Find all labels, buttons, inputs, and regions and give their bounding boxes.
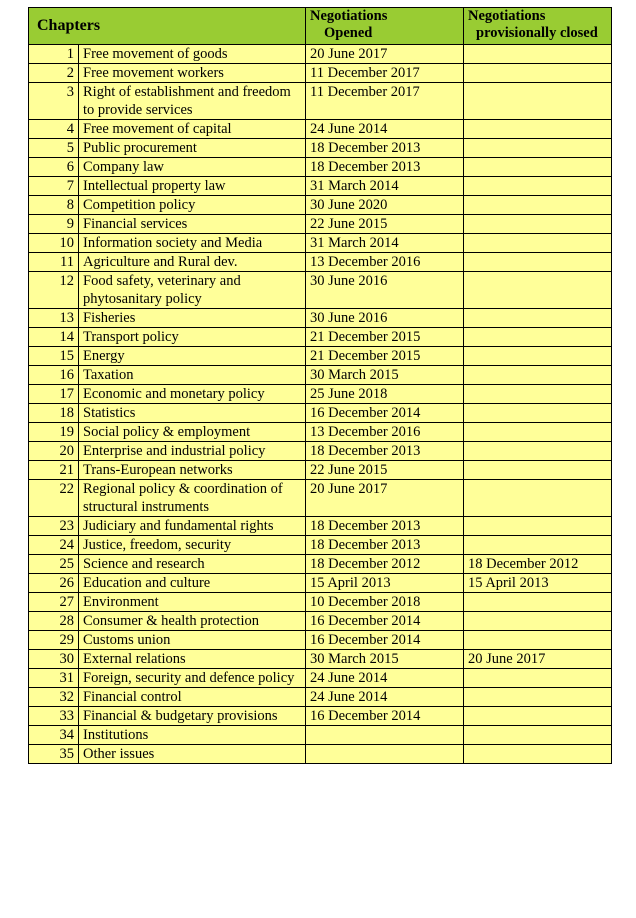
header-closed-line2: provisionally closed (476, 25, 598, 41)
table-row (29, 45, 612, 64)
table-row (29, 64, 612, 83)
table-row (29, 631, 612, 650)
table-row (29, 404, 612, 423)
chapter-name: Economic and monetary policy (79, 385, 306, 404)
opened-date: 10 December 2018 (306, 593, 464, 612)
chapter-name: Judiciary and fundamental rights (79, 517, 306, 536)
opened-date: 18 December 2013 (306, 536, 464, 555)
closed-date (464, 272, 612, 309)
chapter-number: 12 (29, 272, 79, 309)
chapter-number: 27 (29, 593, 79, 612)
closed-date (464, 64, 612, 83)
chapter-name: Financial & budgetary provisions (79, 707, 306, 726)
table-row (29, 517, 612, 536)
chapter-name: Consumer & health protection (79, 612, 306, 631)
chapter-name: Foreign, security and defence policy (79, 669, 306, 688)
opened-date: 13 December 2016 (306, 253, 464, 272)
chapter-number: 32 (29, 688, 79, 707)
chapter-name: External relations (79, 650, 306, 669)
closed-date: 15 April 2013 (464, 574, 612, 593)
closed-date (464, 253, 612, 272)
chapter-number: 3 (29, 83, 79, 120)
header-closed-line1: Negotiations (468, 8, 546, 24)
chapter-number: 15 (29, 347, 79, 366)
closed-date (464, 385, 612, 404)
closed-date (464, 480, 612, 517)
chapter-name: Energy (79, 347, 306, 366)
chapter-name: Intellectual property law (79, 177, 306, 196)
chapter-number: 25 (29, 555, 79, 574)
chapter-name: Fisheries (79, 309, 306, 328)
opened-date: 18 December 2013 (306, 139, 464, 158)
opened-date: 18 December 2013 (306, 442, 464, 461)
chapter-number: 24 (29, 536, 79, 555)
chapter-number: 6 (29, 158, 79, 177)
chapter-name: Company law (79, 158, 306, 177)
chapter-number: 11 (29, 253, 79, 272)
opened-date: 21 December 2015 (306, 328, 464, 347)
table-row (29, 272, 612, 309)
closed-date (464, 612, 612, 631)
chapter-number: 28 (29, 612, 79, 631)
chapter-number: 19 (29, 423, 79, 442)
opened-date: 31 March 2014 (306, 177, 464, 196)
chapter-number: 7 (29, 177, 79, 196)
chapter-number: 8 (29, 196, 79, 215)
chapter-name: Trans-European networks (79, 461, 306, 480)
chapter-number: 26 (29, 574, 79, 593)
closed-date (464, 517, 612, 536)
table-row (29, 158, 612, 177)
header-chapters: Chapters (29, 8, 306, 45)
closed-date (464, 461, 612, 480)
opened-date: 13 December 2016 (306, 423, 464, 442)
chapter-number: 4 (29, 120, 79, 139)
opened-date: 22 June 2015 (306, 215, 464, 234)
opened-date: 30 March 2015 (306, 366, 464, 385)
opened-date: 18 December 2013 (306, 517, 464, 536)
table-row (29, 139, 612, 158)
closed-date: 20 June 2017 (464, 650, 612, 669)
closed-date (464, 234, 612, 253)
table-body (29, 45, 612, 764)
opened-date: 16 December 2014 (306, 707, 464, 726)
chapter-name: Food safety, veterinary and phytosanitary policy (79, 272, 306, 309)
closed-date (464, 366, 612, 385)
table-row (29, 234, 612, 253)
table-row (29, 593, 612, 612)
closed-date (464, 442, 612, 461)
table-header-row (29, 8, 612, 45)
chapter-name: Taxation (79, 366, 306, 385)
chapter-name: Free movement of goods (79, 45, 306, 64)
table-row (29, 536, 612, 555)
chapter-number: 23 (29, 517, 79, 536)
table-row (29, 442, 612, 461)
table-row (29, 555, 612, 574)
table-row (29, 707, 612, 726)
table-row (29, 253, 612, 272)
table-row (29, 196, 612, 215)
chapter-name: Education and culture (79, 574, 306, 593)
chapter-number: 16 (29, 366, 79, 385)
chapter-number: 29 (29, 631, 79, 650)
opened-date: 24 June 2014 (306, 688, 464, 707)
table-row (29, 688, 612, 707)
closed-date (464, 631, 612, 650)
table-row (29, 120, 612, 139)
closed-date (464, 309, 612, 328)
opened-date: 18 December 2012 (306, 555, 464, 574)
closed-date (464, 177, 612, 196)
opened-date: 24 June 2014 (306, 120, 464, 139)
chapter-name: Agriculture and Rural dev. (79, 253, 306, 272)
closed-date (464, 669, 612, 688)
opened-date (306, 726, 464, 745)
closed-date (464, 196, 612, 215)
table-row (29, 612, 612, 631)
chapter-name: Social policy & employment (79, 423, 306, 442)
chapter-number: 13 (29, 309, 79, 328)
table-row (29, 347, 612, 366)
table-row (29, 669, 612, 688)
chapter-name: Environment (79, 593, 306, 612)
chapter-number: 33 (29, 707, 79, 726)
opened-date: 20 June 2017 (306, 480, 464, 517)
opened-date: 21 December 2015 (306, 347, 464, 366)
table-row (29, 328, 612, 347)
closed-date: 18 December 2012 (464, 555, 612, 574)
table-row (29, 177, 612, 196)
table-row (29, 309, 612, 328)
opened-date: 16 December 2014 (306, 404, 464, 423)
opened-date: 25 June 2018 (306, 385, 464, 404)
closed-date (464, 83, 612, 120)
table-row (29, 366, 612, 385)
chapter-name: Free movement of capital (79, 120, 306, 139)
chapter-number: 17 (29, 385, 79, 404)
chapter-number: 5 (29, 139, 79, 158)
opened-date: 30 June 2016 (306, 272, 464, 309)
table-row (29, 726, 612, 745)
closed-date (464, 328, 612, 347)
closed-date (464, 593, 612, 612)
chapter-name: Right of establishment and freedom to provide services (79, 83, 306, 120)
chapter-name: Institutions (79, 726, 306, 745)
opened-date: 11 December 2017 (306, 64, 464, 83)
closed-date (464, 707, 612, 726)
closed-date (464, 423, 612, 442)
chapter-name: Customs union (79, 631, 306, 650)
chapter-name: Regional policy & coordination of structural instruments (79, 480, 306, 517)
table-row (29, 83, 612, 120)
chapter-name: Justice, freedom, security (79, 536, 306, 555)
table-row (29, 385, 612, 404)
closed-date (464, 404, 612, 423)
closed-date (464, 745, 612, 764)
table-row (29, 650, 612, 669)
table-row (29, 461, 612, 480)
closed-date (464, 688, 612, 707)
header-closed (464, 8, 612, 45)
opened-date (306, 745, 464, 764)
opened-date: 15 April 2013 (306, 574, 464, 593)
chapter-number: 35 (29, 745, 79, 764)
closed-date (464, 726, 612, 745)
chapter-number: 20 (29, 442, 79, 461)
table-row (29, 480, 612, 517)
table-row (29, 745, 612, 764)
opened-date: 31 March 2014 (306, 234, 464, 253)
opened-date: 30 June 2020 (306, 196, 464, 215)
chapter-name: Financial services (79, 215, 306, 234)
chapter-number: 18 (29, 404, 79, 423)
chapter-name: Free movement workers (79, 64, 306, 83)
chapter-number: 2 (29, 64, 79, 83)
chapter-number: 1 (29, 45, 79, 64)
table-row (29, 574, 612, 593)
closed-date (464, 120, 612, 139)
opened-date: 20 June 2017 (306, 45, 464, 64)
opened-date: 30 June 2016 (306, 309, 464, 328)
opened-date: 18 December 2013 (306, 158, 464, 177)
chapter-name: Information society and Media (79, 234, 306, 253)
chapter-name: Transport policy (79, 328, 306, 347)
table-row (29, 423, 612, 442)
table-row (29, 215, 612, 234)
chapter-name: Financial control (79, 688, 306, 707)
chapter-name: Enterprise and industrial policy (79, 442, 306, 461)
opened-date: 16 December 2014 (306, 612, 464, 631)
closed-date (464, 139, 612, 158)
chapter-number: 21 (29, 461, 79, 480)
chapter-number: 10 (29, 234, 79, 253)
chapter-number: 22 (29, 480, 79, 517)
opened-date: 11 December 2017 (306, 83, 464, 120)
chapter-number: 31 (29, 669, 79, 688)
chapter-number: 14 (29, 328, 79, 347)
closed-date (464, 536, 612, 555)
opened-date: 30 March 2015 (306, 650, 464, 669)
chapter-number: 34 (29, 726, 79, 745)
opened-date: 22 June 2015 (306, 461, 464, 480)
closed-date (464, 45, 612, 64)
chapter-name: Competition policy (79, 196, 306, 215)
chapter-name: Public procurement (79, 139, 306, 158)
closed-date (464, 347, 612, 366)
chapter-number: 30 (29, 650, 79, 669)
chapters-table (28, 7, 612, 764)
header-opened-line1: Negotiations (310, 8, 388, 24)
opened-date: 24 June 2014 (306, 669, 464, 688)
opened-date: 16 December 2014 (306, 631, 464, 650)
closed-date (464, 215, 612, 234)
chapter-name: Science and research (79, 555, 306, 574)
header-opened-line2: Opened (324, 25, 373, 41)
chapter-name: Statistics (79, 404, 306, 423)
closed-date (464, 158, 612, 177)
chapter-name: Other issues (79, 745, 306, 764)
header-opened (306, 8, 464, 45)
chapter-number: 9 (29, 215, 79, 234)
